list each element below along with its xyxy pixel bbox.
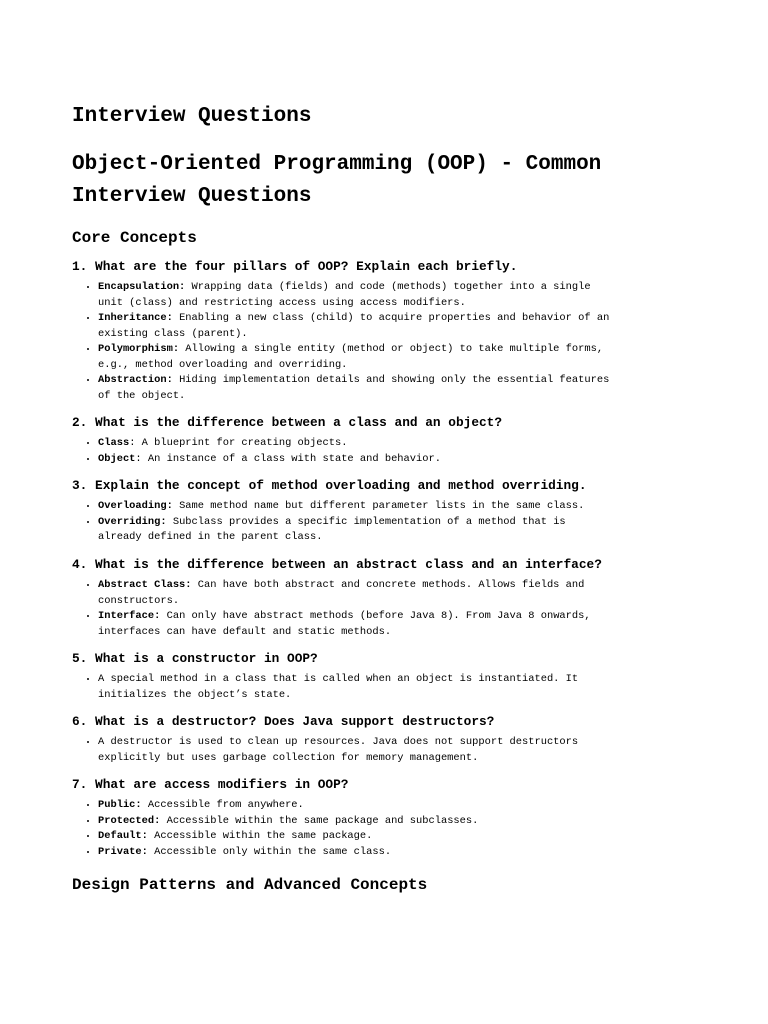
definition: Accessible within the same package. — [147, 830, 373, 842]
answer-list — [72, 735, 612, 766]
definition: Can only have abstract methods (before Java 8). From Java 8 onwards, interfaces can have default and static methods. — [98, 610, 591, 638]
question-title: 5. What is a constructor in OOP? — [72, 651, 318, 666]
question-4 — [72, 557, 612, 640]
term: Default: — [98, 830, 148, 842]
term: Object — [98, 452, 136, 465]
definition: Enabling a new class (child) to acquire properties and behavior of an existing class (parent). — [98, 312, 610, 340]
term: Abstract Class: — [98, 579, 192, 591]
question-1 — [72, 259, 612, 404]
list-item — [98, 609, 612, 640]
list-item — [98, 515, 612, 546]
list-item — [98, 499, 612, 515]
question-title: 2. What is the difference between a class and an object? — [72, 415, 503, 430]
list-item — [98, 436, 612, 452]
definition: Wrapping data (fields) and code (methods) together into a single unit (class) and restricting access using access modifiers. — [98, 281, 591, 309]
section-heading-design-patterns: Design Patterns and Advanced Concepts — [72, 876, 428, 894]
list-item — [98, 798, 612, 814]
term: Abstraction: — [98, 374, 173, 386]
term: Interface: — [98, 610, 161, 622]
list-item — [98, 578, 612, 609]
definition: Accessible only within the same class. — [147, 845, 392, 858]
answer-list — [72, 798, 612, 860]
question-title: 7. What are access modifiers in OOP? — [72, 777, 349, 792]
list-item — [98, 311, 612, 342]
definition: A special method in a class that is called when an object is instantiated. It initializes the object’s state. — [98, 673, 579, 701]
answer-list — [72, 280, 612, 404]
section-heading-core-concepts: Core Concepts — [72, 229, 197, 247]
term: Public: — [98, 799, 142, 811]
question-title: 3. Explain the concept of method overloading and method overriding. — [72, 478, 587, 493]
term: Inheritance: — [98, 312, 173, 324]
list-item — [98, 452, 612, 468]
question-title: 6. What is a destructor? Does Java support destructors? — [72, 714, 495, 729]
question-2 — [72, 415, 612, 467]
main-title: Object-Oriented Programming (OOP) - Common Interview Questions — [72, 153, 602, 208]
definition: Same method name but different parameter lists in the same class. — [172, 500, 585, 512]
list-item — [98, 373, 612, 404]
term: Protected: — [98, 814, 161, 827]
answer-list — [72, 436, 612, 467]
list-item — [98, 829, 612, 845]
definition: Hiding implementation details and showing only the essential features of the object. — [98, 374, 610, 402]
question-5 — [72, 651, 612, 703]
question-6 — [72, 714, 612, 766]
list-item — [98, 735, 612, 766]
definition: Accessible from anywhere. — [141, 799, 304, 811]
definition: : An instance of a class with state and behavior. — [135, 452, 441, 465]
term: Overloading: — [98, 500, 173, 512]
list-item — [98, 342, 612, 373]
question-title: 1. What are the four pillars of OOP? Explain each briefly. — [72, 259, 518, 274]
term: Overriding: — [98, 515, 167, 528]
answer-list — [72, 672, 612, 703]
question-title: 4. What is the difference between an abstract class and an interface? — [72, 557, 602, 572]
document-title: Interview Questions — [72, 105, 312, 128]
term: Private: — [98, 845, 148, 858]
definition: Allowing a single entity (method or object) to take multiple forms, e.g., method overloading and overriding. — [98, 343, 604, 371]
definition: A destructor is used to clean up resources. Java does not support destructors explicitly but uses garbage collection for memory management. — [98, 736, 579, 764]
term: Class — [98, 437, 130, 449]
definition: Can have both abstract and concrete methods. Allows fields and constructors. — [98, 579, 585, 607]
definition: Accessible within the same package and subclasses. — [160, 814, 479, 827]
definition: : A blueprint for creating objects. — [129, 437, 348, 449]
list-item — [98, 280, 612, 311]
answer-list — [72, 578, 612, 640]
answer-list — [72, 499, 612, 546]
list-item — [98, 672, 612, 703]
question-7 — [72, 777, 612, 860]
list-item — [98, 845, 612, 861]
term: Polymorphism: — [98, 343, 180, 355]
question-3 — [72, 478, 612, 546]
definition: Subclass provides a specific implementation of a method that is already defined in the parent class. — [98, 515, 566, 543]
term: Encapsulation: — [98, 281, 186, 293]
list-item — [98, 814, 612, 830]
